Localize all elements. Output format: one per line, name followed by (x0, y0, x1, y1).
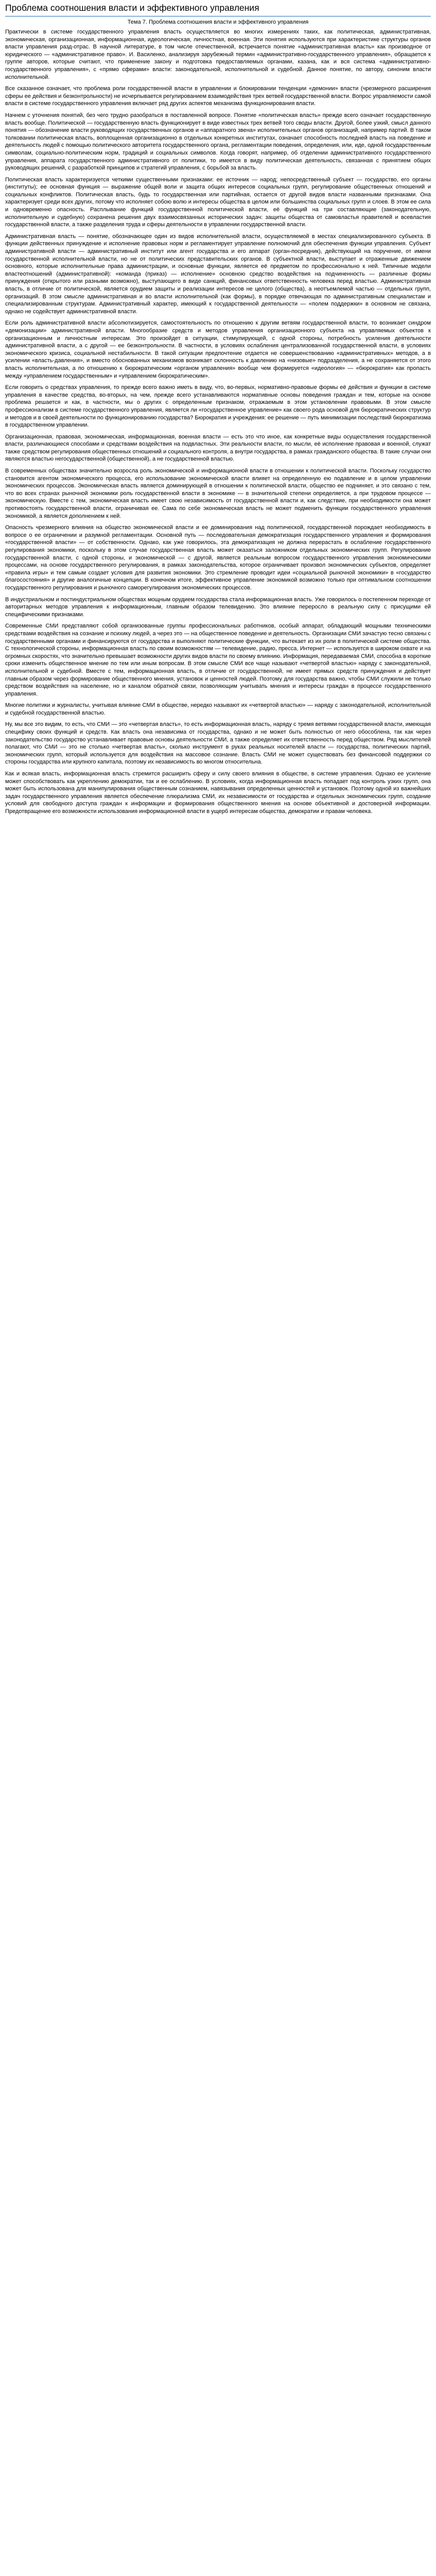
paragraph: Политическая власть характеризуется четкими существенными признаками: ее источник — народ; непосредственный субъект — государство, его органы (институты); ее основная функция — выражение общей воли и защита общих интересов социальных групп, регулирование общественных отношений и социальных конфликтов. Политическая власть, будь то государственная или партийная, остается от другой видов власти названными признаками. Она характеризует среди всех других, потому что исполняет собою волю и интересы общества в целом или большинства социальных групп и слоев. В этом ее сила и одновременно опасность. Расплывание функций государственной политической власти, её функций на три составляющие (законодательную, исполнительную и судебную) сохранена решения двух взаимосвязанных исторических задач: защиты общества от самовластья правителей и всевластия государственной власти, а также разделения труда и сферы деятельности в управлении государственной власти. (5, 176, 431, 228)
paragraph: Административная власть — понятие, обозначающее один из видов исполнительной власти, осуществляемой в местах специализированного субъекта. В функции действенных принуждение и исполнение правовых норм и регламентирует управление полномочий для обеспечения функции управления. Субъект административной власти — административный институт или агент государства и его аппарат (орган-посредник), действующий на поручение, от имени государственной исполнительной власти, но не от политических представительских органов. В субъектной власти, выступает и отраженные движением основного, которые исполнительные права администрации, и основные функции, является её предметом по профессионально к ней. Типичные модели властеотношений (административной): «команда (приказ) — исполнение» основною средство воздействия на подчиненность — различные формы принуждения (открытого или разными возможно), выступающего в виде санкций, финансовых ответственность человека перед властью. Административная власть, в отличие от политической, является орудием защиты и реализации интересов не целого (общества), а неотъемлемой частью — отдельных групп, организаций. В этом смысле административная и во власти исполнительной (как формы), в порядке отвечающая по административным специалистам и специализированным структурам. Административный характер, имеющий к государственной деятельности — «полем поддержки» в основном не связана, однако не содействует административной власти. (5, 233, 431, 315)
document-page (0, 0, 436, 826)
paragraph: В современных обществах значительно возросла роль экономической и информационной власти в отношении к политической власти. Поскольку государство становится агентом экономического процесса, его использование экономической власти влияет на определенную ею подавление и в целом управлении экономических процессов. Экономическая власть является доминирующей в отношении к политической власти, общество ее подчиняет, и это связано с тем, что во всех странах рыночной экономики роль государственной власти в экономике — в значительной степени определяется, а при трудовом процессе — экономическую. Вместе с тем, экономическая власть имеет свою независимость от государственной власти и, как следствие, при необходимости она может противостоять государственной власти, ограничивая ее. Сама по себе экономическая власть не может подменить функции государственного управления экономикой, а является дополнением к ней. (5, 468, 431, 519)
paragraph: Если говорить о средствах управления, то прежде всего важно иметь в виду, что, во-первых, нормативно-правовые формы её действия и функции в системе управления в качестве средства, во-вторых, на чем, прежде всего устанавливаются нормативные основы поведения граждан и тем, которые на основе проблема решается и как, в частности, мы о других с определенным признаком, отражаемым в этом установлении правовыми. В этом смысле профессионализм в системе государственного управления, является ли «государственное управление» как своего рода основой для бюрократических структур и методов и в своей деятельности по функционированию государства? Бюрократия и учреждения: ее решение — путь минимизации последствий бюрократизма в государственном управлении. (5, 384, 431, 429)
document-body (5, 28, 431, 816)
paragraph: Современные СМИ представляют собой организованные группы профессиональных работников, особый аппарат, обладающий мощными техническими средствами воздействия на сознание и психику людей, а через это — на общественное поведение и деятельность. Организации СМИ зачастую тесно связаны с государственными органами и финансируются от государства и выполняют политические функции, что вытекает из их роли в политической системе общества. С технологической стороны, информационная власть по своим возможностям — телевидение, радио, пресса, Интернет — используется в широком охвате и на огромных скоростях, что значительно превышает возможности других видов власти по своему влиянию. Информация, передаваемая СМИ, способна в короткие сроки изменить общественное мнение по тем или иным вопросам. В этом смысле СМИ все чаще называют «четвертой властью» наряду с законодательной, исполнительной и судебной. Вместе с тем, информационная власть, в отличие от государственной, не имеет прямых средств принуждения и действует главным образом через формирование общественного мнения, установок и ценностей людей. Поэтому для государства важно, чтобы СМИ служили не только средством воздействия на население, но и каналом обратной связи, позволяющим учитывать мнения и интересы граждан в процессе государственного управления. (5, 623, 431, 697)
section-subtitle: Тема 7. Проблема соотношения власти и эффективного управления (127, 19, 309, 25)
page-title: Проблема соотношения власти и эффективного управления (5, 0, 431, 16)
paragraph: В индустриальном и постиндустриальном обществах мощным орудием государства стала информационная власть. Уже говорилось о постепенном переходе от авторитарных методов управления к информационным, главным образом телевидению. Это влияние переросло в реальную силу с присущими ей специфическими признаками. (5, 596, 431, 618)
paragraph: Если роль административной власти абсолютизируется, самостоятельность по отношению к другим ветвям государственной власти, то возникает синдром «демонизации» административной власти. Многообразие средств и методов управления организационного субъекта на управляемых объектов к организационным и личностным интересам. Это произойдет в ситуации, стимулирующей, с одной стороны, потребность усиления деятельности административной власти, а с другой — ее безконтрольности. В частности, в условиях ослабления централизованной государственной власти, в условиях экономического кризиса, социальной нестабильности. В такой ситуации предпочтение отдается не совершенствованию «административных» методов, а в усилении «власть-давления», и вместо обоснованных механизмов возникает склонность к давлению на «низовые» подразделения, а не сохраняется от этого власть исполнительная, а по отношению к бюрократическим «органом управления» вообще чем формируется «идеология» — «бюрократия» как пропасть между «управлением государственным» и «управлением бюрократическим». (5, 320, 431, 379)
paragraph: Опасность чрезмерного влияния на общество экономической власти и ее доминирования над политической, государственной порождает необходимость в вопросе о ее ограничении и разумной регламентации. Основной путь — последовательная демократизация государственного управления и формирования «государственной власти» — от собственности. Однако, как уже говорилось, эта демократизация не должна перерастать в ослабление государственного регулирования экономики, поскольку в этом случае государственная власть может оказаться заложником отдельных экономических групп. Регулирование государственной власти, с одной стороны, и экономической — с другой, является реальным вопросом государственного управления экономическими процессами, на основе государственного регулирования, в рамках законодательства, которое ограничивает произвол экономических субъектов, определяет «правила игры» и тем самым создает условия для развития экономики. Это стремление проводит идеи «социальной рыночной экономики» в «государство благосостояния» и другие аналогичные концепции. В конечном итоге, эффективное управление экономикой возможно только при оптимальном соотношении государственного регулирования и рыночного саморегулирования экономических процессов. (5, 524, 431, 591)
paragraph: Начнем с уточнения понятий, без чего трудно разобраться в поставленной вопросе. Понятие «политическая власть» прежде всего означает государственную власть вообще. Политической — государственную власть функционирует в виде известных трех ветвей того своды власти. Другой, более узкий, смысл данного понятия — обозначение власти руководящих государственных органов и «аппаратного звена» исполнительных органов организаций, например партий. В таком толковании политическая власть, воплощенная организационно в отдельных конкретных институтах, означает способность последней власть на поведение и деятельность людей с помощью политического авторитета государственного органа, регламентации поведения, определения, или, иде, одной государственным символам, социально-политическим норм, традиций и социальных символов. Когда говорят, например, об отделении административного государственного управления, аппарата государственного административного от политики, то имеется в виду политическая деятельность, связанная с принятием общих руководящих решений, с разработкой принципов и стратегий управления, с борьбой за власть. (5, 112, 431, 172)
paragraph: Практически в системе государственного управления власть осуществляется во многих измерениях таких, как политическая, административная, экономическая, организационная, информационная, идеологическая, личностная, военная. Эти понятия используются при характеристике структуры органов власти управления разд-отрас. В научной литературе, в том числе отечественной, встречается понятие «административная власть» как производное от юридического — «административное право». И. Василенко, анализируя зарубежный термин «административно-государственного управления», обращается к группе авторов, которые считают, что применение закону и подготовка предоставляемых органами, казана, как и вся система «административно-государственного управления», с «прямо сферами» власти: законодательной, исполнительной и судебной. Данное понятие, по автору, синоним власти исполнительной. (5, 29, 431, 80)
paragraph: Многие политики и журналисты, учитывая влияние СМИ в обществе, нередко называют их «четвертой властью» — наряду с законодательной, исполнительной и судебной государственной властью. (5, 702, 431, 716)
paragraph: Организационная, правовая, экономическая, информационная, военная власти — есть это что иное, как конкретные виды осуществления государственной власти, различающиеся способами и средствами воздействия на подвластных. Эти реальности власти, по мысли, её исполнение правовая и военной, служат также средством регулирования общественных отношений и социального контроля, а внутри государства, в рамках гражданского общества. В такие случаи они являются властью негосударственной (общественной), а не государственной властью. (5, 433, 431, 463)
paragraph: Все сказанное означает, что проблема роли государственной власти в управлении и блокировании тенденции «демонии» власти (чрезмерного расширения сферы ее действия и безконтрольности) не исчерпывается регулированием взаимодействия трех ветвей государственной власти. Вопрос управляемости самой власти в системе государственного управления включает ряд других аспектов механизма функционирования власти. (5, 86, 431, 107)
paragraph: Как и всякая власть, информационная власть стремится расширить сферу и силу своего влияния в обществе, в системе управления. Однако ее усиление может способствовать как укреплению демократии, так и ее ослаблению. В условиях, когда информационная власть попадает под контроль узких групп, она может быть использована для манипулирования общественным сознанием, навязывания определенных ценностей и установок. Поэтому одной из важнейших задач государственного управления является обеспечение плюрализма СМИ, их независимости от государства и отдельных экономических групп, создание условий для свободного доступа граждан к информации и формирования общественного мнения на основе объективной и достоверной информации. Предотвращение его возможности использования информационной власти в ущерб интересам общества, демократии и правам человека. (5, 771, 431, 815)
paragraph: Ну, мы все это видим, то есть, что СМИ — это «четвертая власть», то есть информационная власть, наряду с тремя ветвями государственной власти, имеющая специфику своих функций и средств. Как власть она независима от государства, однако и не может быть полностью от него обособлена, так как через законодательство государство устанавливает правовые основы деятельности СМИ, а также определяет их ответственность перед обществом. Ряд мыслителей полагают, что СМИ — это не столько «четвертая власть», сколько инструмент в руках реальных носителей власти — государства, политических партий, экономических групп, который используется для воздействия на массовое сознание. Власть СМИ не может существовать без финансовой поддержки со стороны государства или крупного капитала, поэтому их независимость во многом относительна. (5, 721, 431, 766)
